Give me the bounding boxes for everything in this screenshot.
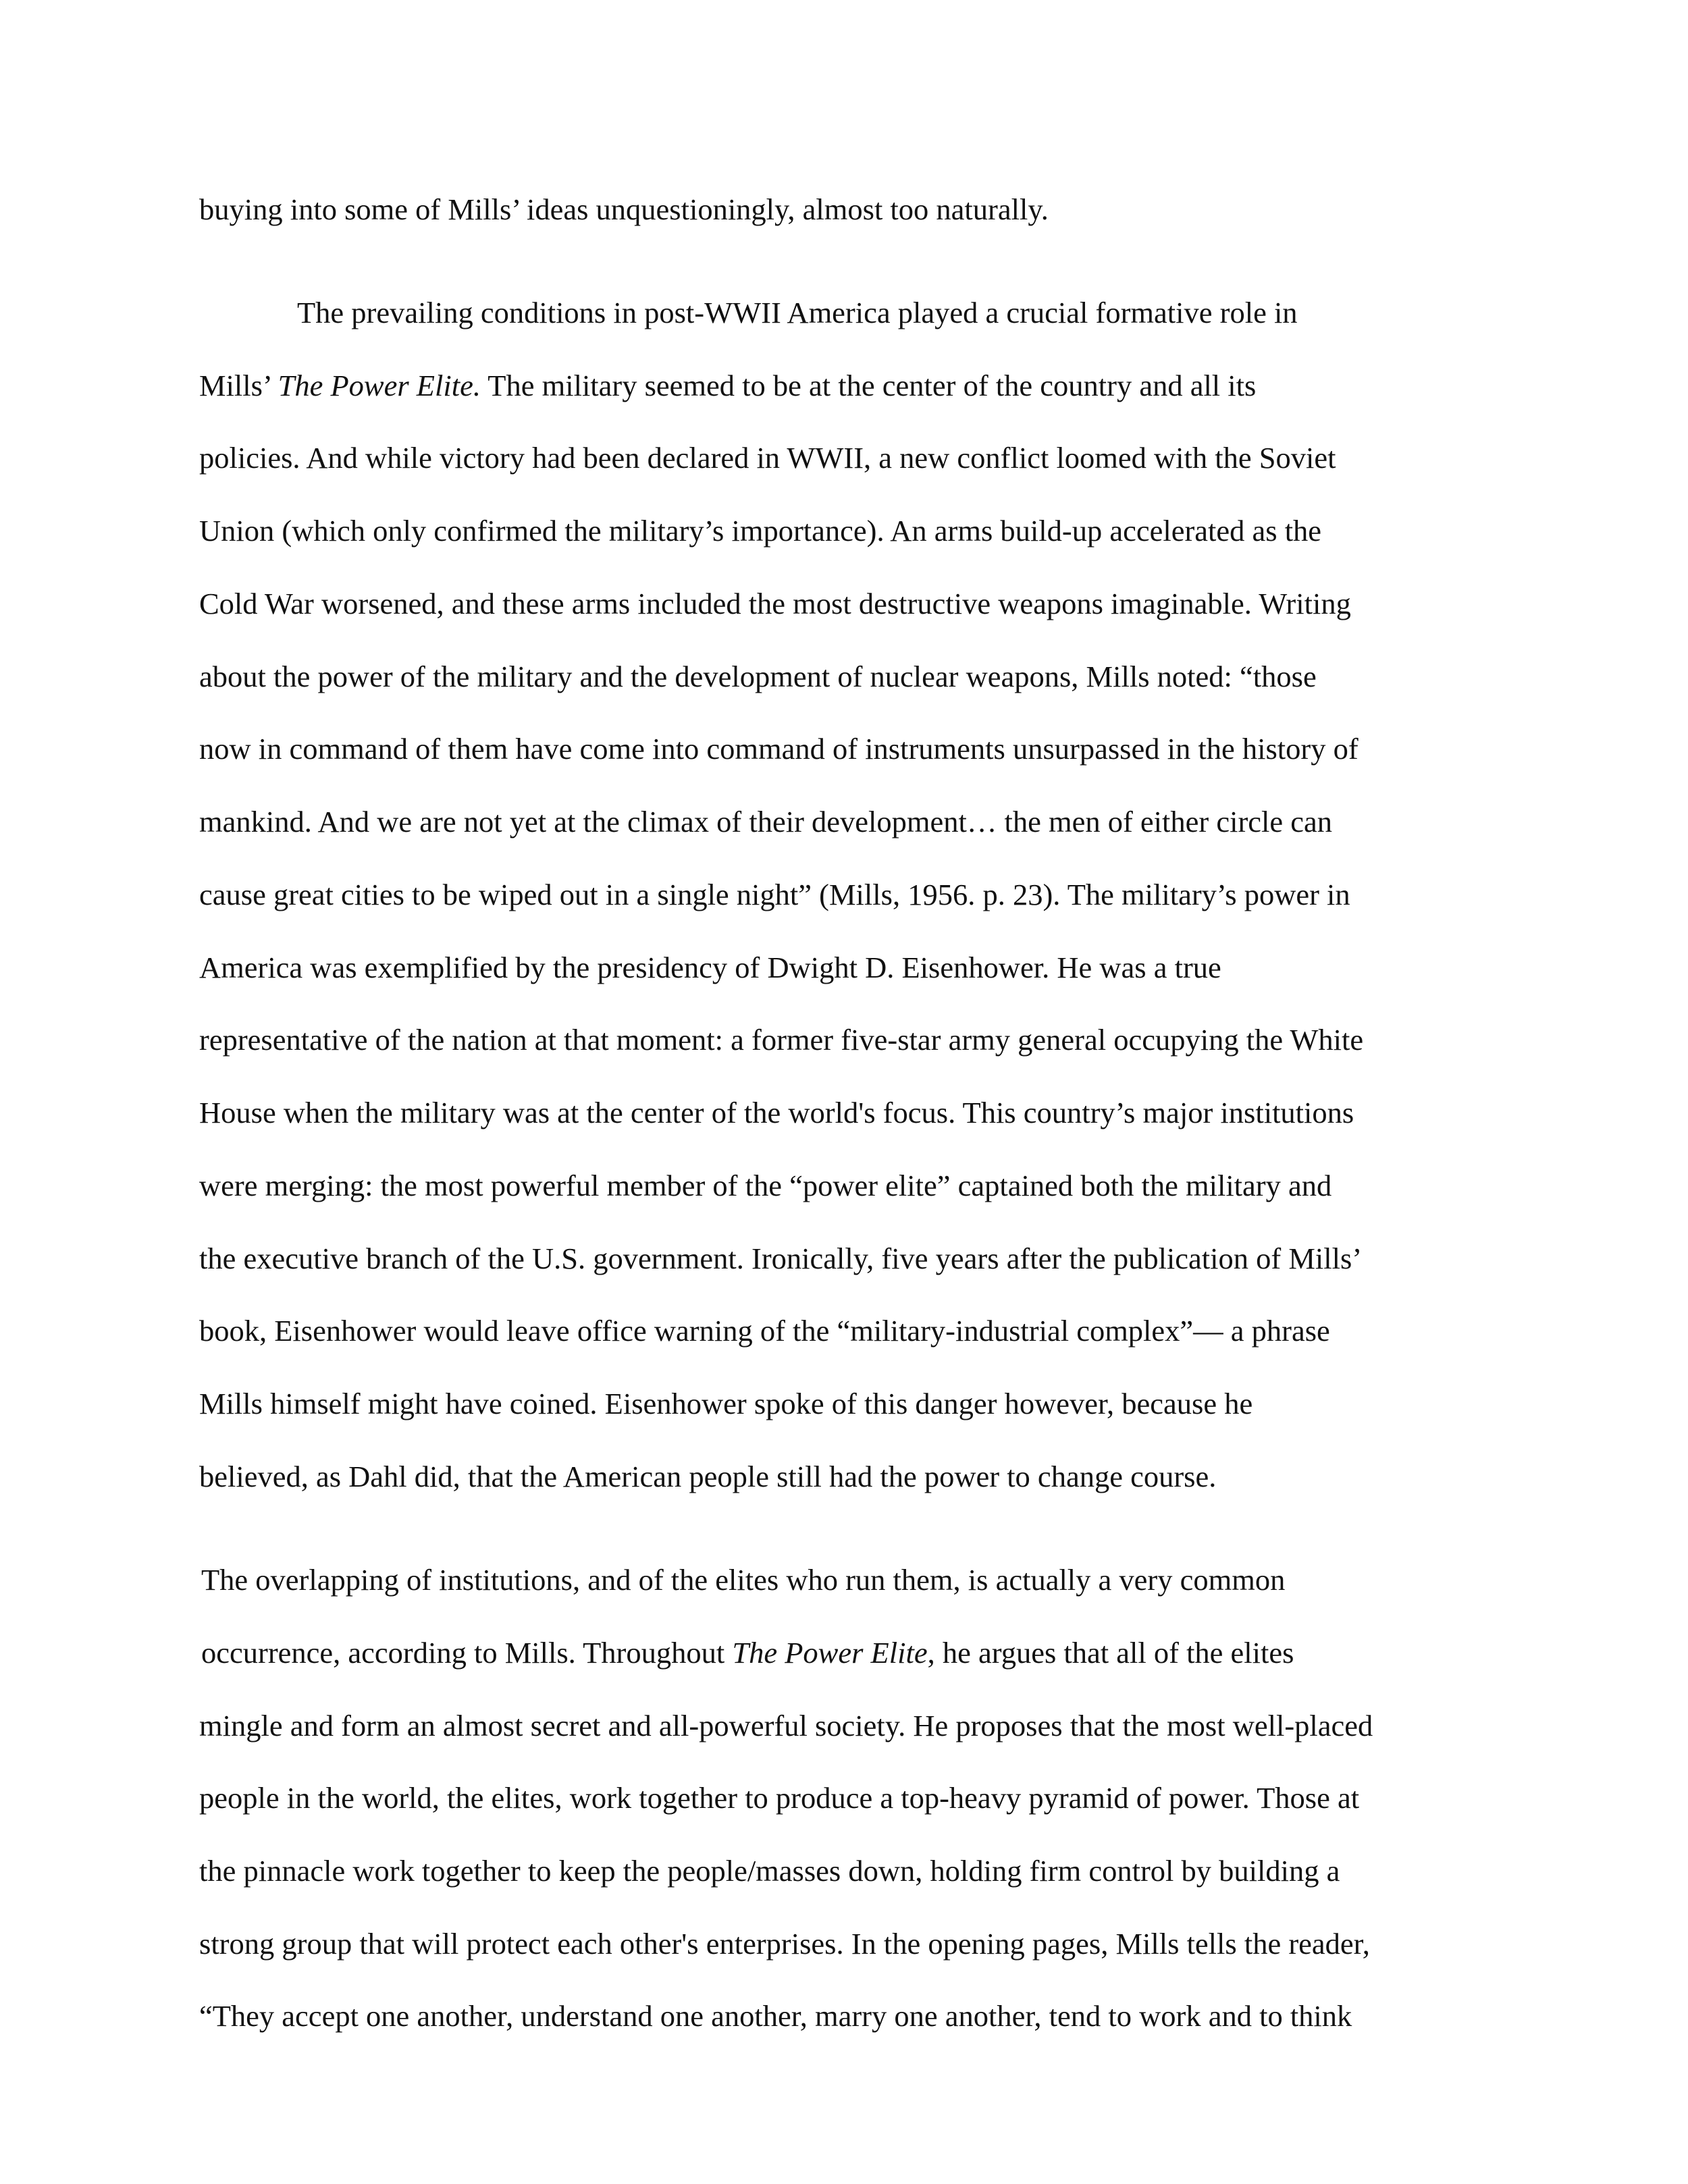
text-run: occurrence, according to Mills. Throughout (201, 1636, 733, 1670)
text-line: America was exemplified by the presidency of Dwight D. Eisenhower. He was a true (199, 951, 1221, 984)
text-line: book, Eisenhower would leave office warning of the “military-industrial complex”— a phrase (199, 1314, 1330, 1348)
book-title: The Power Elite. (278, 369, 481, 402)
text-line: people in the world, the elites, work together to produce a top-heavy pyramid of power. Those at (199, 1781, 1360, 1815)
text-line: House when the military was at the center of the world's focus. This country’s major institutions (199, 1096, 1354, 1129)
text-run: Mills’ (199, 369, 278, 402)
text-line (201, 1638, 1294, 1668)
text-line: The overlapping of institutions, and of the elites who run them, is actually a very common (201, 1563, 1286, 1597)
text-line: about the power of the military and the development of nuclear weapons, Mills noted: “those (199, 660, 1317, 693)
text-line: Union (which only confirmed the military’s importance). An arms build-up accelerated as the (199, 514, 1322, 548)
text-line: “They accept one another, understand one another, marry one another, tend to work and to think (199, 1999, 1352, 2033)
text-line: the executive branch of the U.S. government. Ironically, five years after the publication of Mills’ (199, 1242, 1363, 1275)
text-line (199, 371, 1256, 401)
text-line: policies. And while victory had been declared in WWII, a new conflict loomed with the Soviet (199, 441, 1336, 475)
text-line: mingle and form an almost secret and all-powerful society. He proposes that the most well-placed (199, 1709, 1373, 1742)
text-line: cause great cities to be wiped out in a single night” (Mills, 1956. p. 23). The military’s power in (199, 878, 1350, 911)
text-run: , he argues that all of the elites (927, 1636, 1294, 1670)
text-line: Mills himself might have coined. Eisenhower spoke of this danger however, because he (199, 1387, 1253, 1420)
text-line: now in command of them have come into command of instruments unsurpassed in the history of (199, 732, 1359, 766)
book-title: The Power Elite (732, 1636, 928, 1670)
text-line: the pinnacle work together to keep the people/masses down, holding firm control by building a (199, 1854, 1340, 1888)
text-line: were merging: the most powerful member of the “power elite” captained both the military and (199, 1169, 1332, 1202)
text-line: The prevailing conditions in post-WWII America played a crucial formative role in (297, 296, 1298, 329)
text-line: buying into some of Mills’ ideas unquestioningly, almost too naturally. (199, 192, 1049, 226)
text-line: believed, as Dahl did, that the American people still had the power to change course. (199, 1460, 1217, 1493)
text-line: Cold War worsened, and these arms included the most destructive weapons imaginable. Writing (199, 587, 1351, 620)
text-line: strong group that will protect each other's enterprises. In the opening pages, Mills tells the reader, (199, 1927, 1370, 1961)
text-line: mankind. And we are not yet at the climax of their development… the men of either circle can (199, 805, 1333, 838)
text-line: representative of the nation at that moment: a former five-star army general occupying the White (199, 1023, 1364, 1057)
text-run: The military seemed to be at the center of the country and all its (480, 369, 1257, 402)
